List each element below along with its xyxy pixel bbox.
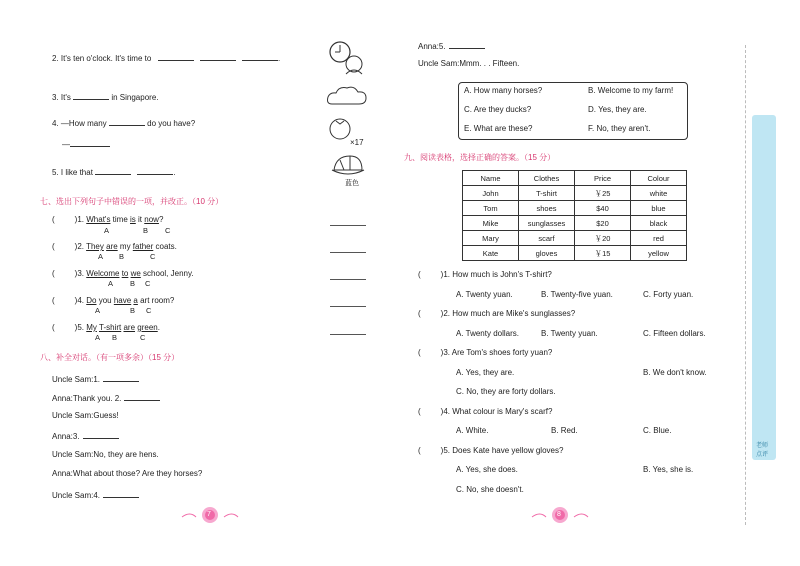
answer-blank[interactable] xyxy=(242,52,278,61)
answer-blank[interactable] xyxy=(200,52,236,61)
s9-q3-b: B. We don't know. xyxy=(643,368,707,377)
s9-q4-a: A. White. xyxy=(456,426,489,435)
q2-line: 2. It's ten o'clock. It's time to . xyxy=(52,54,281,63)
correction-line[interactable] xyxy=(330,334,366,335)
table-row: Tom shoes $40 blue xyxy=(463,201,687,216)
dialog-line: Uncle Sam:1. xyxy=(52,373,139,384)
s9-question-2: ( )2. How much are Mike's sunglasses? xyxy=(418,309,576,318)
option-c-label: C xyxy=(165,226,171,235)
cap-icon xyxy=(330,152,366,178)
answer-blank[interactable] xyxy=(109,117,145,126)
s9-q4-c: C. Blue. xyxy=(643,426,672,435)
q4-answer: — xyxy=(62,138,110,149)
option-b-label: B xyxy=(130,306,136,315)
answer-blank[interactable] xyxy=(103,373,139,382)
page-number: 7 xyxy=(207,511,211,518)
option-e: E. What are these? xyxy=(464,124,533,133)
option-d: D. Yes, they are. xyxy=(588,105,647,114)
s7-item-2: ( )2. They are my father coats. xyxy=(52,242,177,251)
option-f: F. No, they aren't. xyxy=(588,124,651,133)
option-c-label: C xyxy=(140,333,146,342)
correction-line[interactable] xyxy=(330,252,366,253)
s9-question-5: ( )5. Does Kate have yellow gloves? xyxy=(418,446,564,455)
option-a: A. How many horses? xyxy=(464,86,543,95)
binding-line xyxy=(745,45,747,525)
s9-q1-b: B. Twenty-five yuan. xyxy=(541,290,613,299)
option-b: B. Welcome to my farm! xyxy=(588,86,674,95)
option-a-label: A xyxy=(95,306,101,315)
answer-blank[interactable] xyxy=(83,430,119,439)
correction-line[interactable] xyxy=(330,306,366,307)
cap-caption: 蓝色 xyxy=(345,180,359,187)
s9-q3-a: A. Yes, they are. xyxy=(456,368,515,377)
tomato-count: ×17 xyxy=(350,138,364,147)
uncle-sam-fifteen: Uncle Sam:Mmm. . . Fifteen. xyxy=(418,59,520,68)
table-row: John T-shirt ￥25 white xyxy=(463,186,687,201)
option-b-label: B xyxy=(119,252,125,261)
option-b-label: B xyxy=(143,226,149,235)
option-a-label: A xyxy=(104,226,110,235)
answer-blank[interactable] xyxy=(158,52,194,61)
teacher-comment-label: 老师点评 xyxy=(756,443,769,458)
answer-blank[interactable] xyxy=(124,392,160,401)
s9-question-1: ( )1. How much is John's T-shirt? xyxy=(418,270,552,279)
answer-blank[interactable] xyxy=(137,166,173,175)
dialog-line: Anna:What about those? Are they horses? xyxy=(52,469,203,478)
s9-q4-b: B. Red. xyxy=(551,426,578,435)
option-b-label: B xyxy=(112,333,118,342)
table-row: Mike sunglasses $20 black xyxy=(463,216,687,231)
side-tab xyxy=(752,115,776,460)
s9-question-4: ( )4. What colour is Mary's scarf? xyxy=(418,407,553,416)
answer-blank[interactable] xyxy=(449,40,485,49)
s9-q5-c: C. No, she doesn't. xyxy=(456,485,524,494)
dialog-line: Anna:3. xyxy=(52,430,119,441)
cloud-icon xyxy=(326,84,368,108)
page-number: 8 xyxy=(557,511,561,518)
clock-icon xyxy=(326,40,368,76)
dialog-line: Uncle Sam:4. xyxy=(52,489,139,500)
option-c-label: C xyxy=(145,279,151,288)
s9-q1-a: A. Twenty yuan. xyxy=(456,290,513,299)
table-row: Mary scarf ￥20 red xyxy=(463,231,687,246)
q4-line: 4. —How many do you have? xyxy=(52,119,196,128)
s9-q5-a: A. Yes, she does. xyxy=(456,465,518,474)
option-c-label: C xyxy=(150,252,156,261)
section-7-title: 七、选出下列句子中错误的一项，并改正。（10 分） xyxy=(40,197,224,206)
s9-q1-c: C. Forty yuan. xyxy=(643,290,694,299)
q3-line: 3. It's in Singapore. xyxy=(52,93,159,102)
option-a-label: A xyxy=(108,279,114,288)
s9-q2-c: C. Fifteen dollars. xyxy=(643,329,706,338)
s7-item-3: ( )3. Welcome to we school, Jenny. xyxy=(52,269,194,278)
answer-blank[interactable] xyxy=(95,166,131,175)
section-9-title: 九、阅读表格，选择正确的答案。（15 分） xyxy=(404,153,556,162)
q5-line: 5. I like that . xyxy=(52,168,176,177)
option-c-label: C xyxy=(146,306,152,315)
section-8-title: 八、补全对话。（有一项多余）（15 分） xyxy=(40,353,180,362)
s9-question-3: ( )3. Are Tom's shoes forty yuan? xyxy=(418,348,553,357)
clothes-table xyxy=(462,170,687,261)
s9-q5-b: B. Yes, she is. xyxy=(643,465,694,474)
tomato-icon xyxy=(328,116,352,140)
dialog-line: Uncle Sam:Guess! xyxy=(52,411,119,420)
s9-q2-b: B. Twenty yuan. xyxy=(541,329,598,338)
option-b-label: B xyxy=(130,279,136,288)
s9-q2-a: A. Twenty dollars. xyxy=(456,329,519,338)
answer-blank[interactable] xyxy=(103,489,139,498)
option-c: C. Are they ducks? xyxy=(464,105,532,114)
correction-line[interactable] xyxy=(330,279,366,280)
option-a-label: A xyxy=(95,333,101,342)
table-row: Kate gloves ￥15 yellow xyxy=(463,246,687,261)
table-header-row: Name Clothes Price Colour xyxy=(463,171,687,186)
answer-blank[interactable] xyxy=(70,138,110,147)
s7-item-5: ( )5. My T-shirt are green. xyxy=(52,323,160,332)
s9-q3-c: C. No, they are forty dollars. xyxy=(456,387,556,396)
s7-item-4: ( )4. Do you have a art room? xyxy=(52,296,175,305)
answer-blank[interactable] xyxy=(73,91,109,100)
dialog-line: Anna:Thank you. 2. xyxy=(52,392,160,403)
correction-line[interactable] xyxy=(330,225,366,226)
dialog-line: Uncle Sam:No, they are hens. xyxy=(52,450,159,459)
s7-item-1: ( )1. What's time is it now? xyxy=(52,215,164,224)
option-a-label: A xyxy=(98,252,104,261)
anna-line-5: Anna:5. xyxy=(418,40,485,51)
